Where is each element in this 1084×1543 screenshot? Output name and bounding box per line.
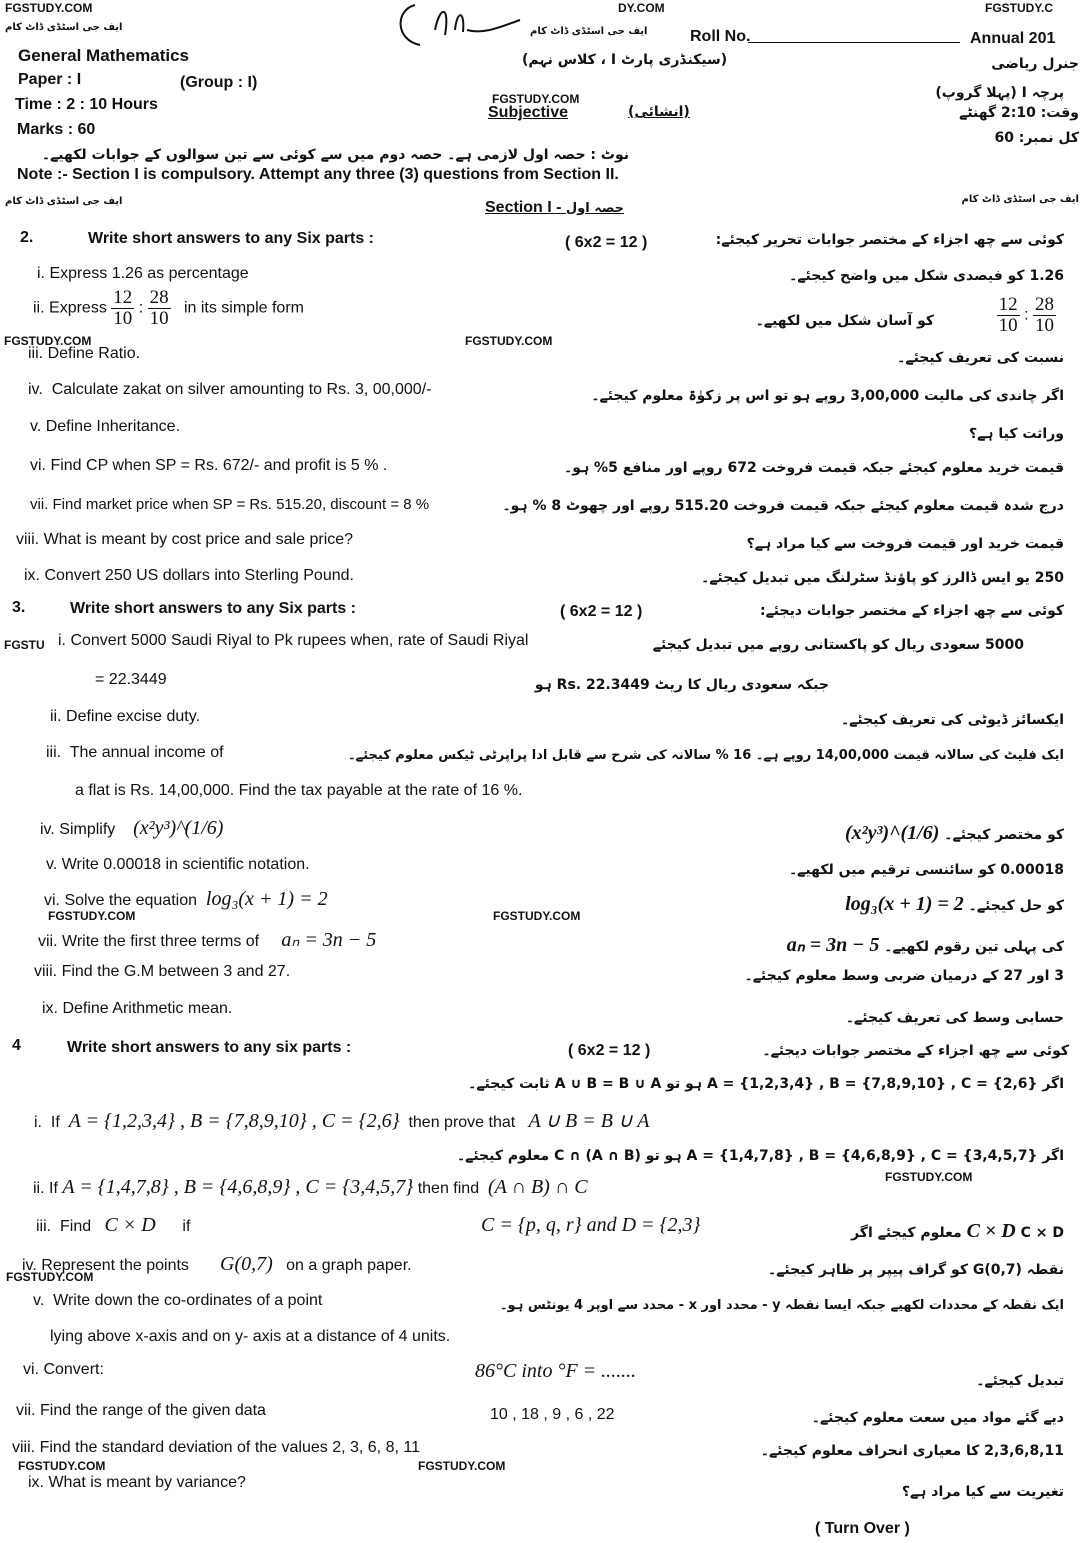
paper-type-urdu: (انشائی) xyxy=(628,104,690,120)
watermark: FGSTUDY.C xyxy=(985,1,1054,15)
part-urdu: 1.26 کو فیصدی شکل میں واضح کیجئے۔ xyxy=(789,268,1064,284)
part-text: Write the first three terms of xyxy=(62,933,260,950)
class-urdu: (سیکنڈری پارٹ I ، کلاس نہم) xyxy=(522,52,728,68)
part-text-continued: = 22.3449 xyxy=(95,671,167,688)
part-label: viii. xyxy=(12,1439,36,1456)
part-text: Write down the co-ordinates of a point xyxy=(53,1292,323,1309)
question-part xyxy=(38,927,376,952)
part-urdu: اگر A = {1,2,3,4} , B = {7,8,9,10} , C = {2,6} ہو تو A ∪ B = B ∪ A ثابت کیجئے۔ xyxy=(468,1076,1064,1092)
part-urdu: ایک نقطہ کے محددات لکھیے جبکہ ایسا نقطہ y - محدد اور x - محدد سے اوپر 4 یونٹس ہو۔ xyxy=(499,1298,1064,1313)
part-urdu: اگر A = {1,4,7,8} , B = {4,6,8,9} , C = {3,4,5,7} ہو تو (A ∩ B) ∩ C معلوم کیجئے۔ xyxy=(456,1148,1064,1164)
math-expression: C × D xyxy=(966,1220,1016,1242)
turn-over-note: ( Turn Over ) xyxy=(815,1520,910,1537)
question-part xyxy=(46,856,310,874)
note: Note :- Section I is compulsory. Attempt any three (3) questions from Section II. xyxy=(17,166,619,183)
question-part xyxy=(33,1176,588,1199)
numerator: 12 xyxy=(113,287,133,308)
question-marks: ( 6x2 = 12 ) xyxy=(568,1042,651,1059)
part-label: i. xyxy=(58,632,66,649)
marks-label: Marks : 60 xyxy=(17,121,96,138)
part-urdu: ایکسائز ڈیوٹی کی تعریف کیجئے۔ xyxy=(840,712,1064,728)
part-text: Define Ratio. xyxy=(47,345,141,362)
part-text: Define excise duty. xyxy=(66,708,201,725)
math-expression: 86°C into °F = ....... xyxy=(475,1360,637,1382)
question-title-urdu: کوئی سے چھ اجزاء کے مختصر جوابات تحریر کیجئے: xyxy=(715,232,1064,248)
question-marks: ( 6x2 = 12 ) xyxy=(565,234,648,251)
math-expression: A ∪ B = B ∪ A xyxy=(528,1110,650,1132)
part-text-continued: a flat is Rs. 14,00,000. Find the tax payable at the rate of 16 %. xyxy=(75,782,523,799)
question-part xyxy=(46,744,224,762)
question-title: Write short answers to any six parts : xyxy=(67,1039,352,1056)
fraction-pair: $\frac{12}{10}$ : $\frac{28}{10}$ xyxy=(998,294,1054,336)
signature-stamp xyxy=(395,0,525,50)
part-label: vi. xyxy=(30,457,46,474)
denominator: 10 xyxy=(113,308,133,329)
question-part xyxy=(24,567,354,585)
part-text: Convert: xyxy=(43,1361,104,1378)
question-part xyxy=(23,1361,104,1379)
question-part xyxy=(33,1292,322,1310)
part-label: vi. xyxy=(44,892,60,909)
part-text: then prove that xyxy=(408,1114,516,1131)
part-text: The annual income of xyxy=(69,744,224,761)
part-label: v. xyxy=(46,856,58,873)
part-urdu: 250 یو ایس ڈالرز کو پاؤنڈ سٹرلنگ میں تبدیل کیجئے۔ xyxy=(701,570,1064,586)
part-urdu xyxy=(851,1220,1064,1243)
group-label: (Group : I) xyxy=(180,74,258,91)
part-urdu: تبدیل کیجئے۔ xyxy=(976,1373,1064,1389)
part-text: Solve the equation xyxy=(64,892,197,909)
part-label: ii. xyxy=(50,708,62,725)
part-label: v. xyxy=(30,418,42,435)
part-text: What is meant by variance? xyxy=(48,1474,246,1491)
part-urdu xyxy=(845,822,1064,845)
question-part xyxy=(28,381,431,399)
part-text: Calculate zakat on silver amounting to Rs. 3, 00,000/- xyxy=(51,381,432,398)
part-urdu: اگر چاندی کی مالیت 3,00,000 روپے ہو تو اس پر زکوٰۃ معلوم کیجئے۔ xyxy=(591,388,1064,404)
question-part xyxy=(58,632,528,650)
part-text: if xyxy=(182,1218,191,1235)
section-label: Section I - xyxy=(485,199,566,216)
fraction xyxy=(148,288,171,329)
part-text: Express xyxy=(49,299,107,317)
part-text: in its simple form xyxy=(183,299,304,317)
part-text: If xyxy=(49,1180,58,1197)
watermark: DY.COM xyxy=(618,1,665,15)
watermark: FGSTUDY.COM xyxy=(465,334,553,348)
fraction xyxy=(997,295,1020,336)
part-label: viii. xyxy=(34,963,58,980)
part-text: then find xyxy=(417,1180,480,1197)
part-text: If xyxy=(50,1114,60,1131)
denominator: 10 xyxy=(1035,315,1054,336)
part-urdu: قیمت خرید اور قیمت فروخت سے کیا مراد ہے؟ xyxy=(746,536,1064,552)
question-part xyxy=(40,817,223,840)
part-urdu xyxy=(845,893,1064,916)
watermark: FGSTUDY.COM xyxy=(492,92,580,106)
paper-urdu: پرچہ I (پہلا گروپ) xyxy=(935,85,1064,101)
part-label: viii. xyxy=(16,531,40,548)
question-title: Write short answers to any Six parts : xyxy=(70,600,357,617)
part-urdu: حسابی وسط کی تعریف کیجئے۔ xyxy=(845,1010,1064,1026)
question-number: 2. xyxy=(20,229,34,246)
part-label: iii. xyxy=(28,345,44,362)
part-text: Represent the points xyxy=(41,1257,189,1274)
subject-title: General Mathematics xyxy=(18,46,190,65)
numerator: 28 xyxy=(149,287,169,308)
math-expression: C × D xyxy=(104,1214,156,1236)
part-urdu: تغیریت سے کیا مراد ہے؟ xyxy=(901,1484,1064,1500)
part-label: v. xyxy=(33,1292,45,1309)
question-part xyxy=(16,1402,266,1420)
watermark: FGSTUDY.COM xyxy=(493,909,581,923)
exam-session: Annual 201 xyxy=(970,30,1056,47)
part-text: Convert 250 US dollars into Sterling Pound. xyxy=(44,567,354,584)
question-number: 4 xyxy=(12,1037,21,1054)
fraction xyxy=(1033,295,1056,336)
question-part xyxy=(28,1474,246,1492)
part-label: vi. xyxy=(23,1361,39,1378)
section-heading xyxy=(485,199,624,217)
question-part xyxy=(34,963,290,981)
part-urdu: نقطہ G(0,7) کو گراف پیپر پر ظاہر کیجئے۔ xyxy=(767,1262,1064,1278)
part-urdu-text: کی پہلی تین رقوم لکھیے۔ xyxy=(884,939,1064,955)
part-label: iv. xyxy=(28,381,43,398)
part-text: Find CP when SP = Rs. 672/- and profit is 5 % . xyxy=(50,457,388,474)
part-label: iv. xyxy=(40,821,55,838)
question-part xyxy=(16,531,353,549)
section-label-urdu: حصہ اول xyxy=(565,201,625,216)
math-expression: aₙ = 3n − 5 xyxy=(281,929,377,951)
question-part xyxy=(42,1000,232,1018)
part-urdu: دیے گئے مواد میں سعت معلوم کیجئے۔ xyxy=(811,1410,1064,1426)
part-urdu: وراثت کیا ہے؟ xyxy=(968,426,1064,442)
part-urdu: جبکہ سعودی ریال کا ریٹ Rs. 22.3449 ہو xyxy=(534,677,829,693)
question-part xyxy=(44,888,328,911)
part-urdu: 5000 سعودی ریال کو پاکستانی روپے میں تبدیل کیجئے xyxy=(652,637,1024,653)
denominator: 10 xyxy=(149,308,169,329)
part-urdu: نسبت کی تعریف کیجئے۔ xyxy=(897,350,1064,366)
time-label: Time : 2 : 10 Hours xyxy=(15,96,158,113)
part-text: Write 0.00018 in scientific notation. xyxy=(61,856,310,873)
numerator: 28 xyxy=(1035,294,1054,315)
question-number: 3. xyxy=(12,599,26,616)
part-label: vii. xyxy=(38,933,58,950)
watermark: FGSTUDY.COM xyxy=(885,1170,973,1184)
math-expression: A = {1,4,7,8} , B = {4,6,8,9} , C = {3,4,5,7} xyxy=(62,1176,414,1198)
question-part xyxy=(36,1214,701,1237)
watermark: FGSTUDY.COM xyxy=(18,1459,106,1473)
part-text: Find market price when SP = Rs. 515.20, discount = 8 % xyxy=(52,496,430,513)
paper-type: Subjective xyxy=(488,104,569,121)
part-text: Find xyxy=(60,1218,92,1235)
part-text: on a graph paper. xyxy=(286,1257,412,1274)
marks-urdu: کل نمبر: 60 xyxy=(994,130,1079,146)
watermark: FGSTUDY.COM xyxy=(5,1,93,15)
part-text: Convert 5000 Saudi Riyal to Pk rupees when, rate of Saudi Riyal xyxy=(70,632,529,649)
math-expression: (x²y³)^(1/6) xyxy=(844,822,940,844)
roll-no-label: Roll No. xyxy=(690,28,751,45)
question-part xyxy=(30,457,387,475)
note-urdu: نوٹ : حصہ اول لازمی ہے۔ حصہ دوم میں سے کوئی سے تین سوالوں کے جوابات لکھیے۔ xyxy=(41,147,629,163)
watermark: FGSTUDY.COM xyxy=(48,909,136,923)
math-expression: aₙ = 3n − 5 xyxy=(786,934,880,956)
part-label: ii. xyxy=(33,1180,45,1197)
part-text-continued: lying above x-axis and on y- axis at a distance of 4 units. xyxy=(50,1328,451,1345)
question-title: Write short answers to any Six parts : xyxy=(88,230,375,247)
question-part: ii. Express $\frac{12}{10}$ : $\frac{28}{10}$ in its simple form xyxy=(33,287,304,329)
question-title-urdu: کوئی سے چھ اجزاء کے مختصر جوابات دیجئے: xyxy=(759,603,1064,619)
question-marks: ( 6x2 = 12 ) xyxy=(560,603,643,620)
part-text: What is meant by cost price and sale price? xyxy=(43,531,354,548)
part-label: i. xyxy=(37,265,45,282)
part-text: Find the range of the given data xyxy=(40,1402,266,1419)
watermark-urdu: ایف جی اسٹڈی ڈاٹ کام xyxy=(5,196,123,207)
watermark-urdu: ایف جی اسٹڈی ڈاٹ کام xyxy=(5,22,123,33)
question-part xyxy=(37,265,249,283)
part-urdu: ایک فلیٹ کی سالانہ قیمت 14,00,000 روپے ہے۔ 16 % سالانہ کی شرح سے قابل ادا پراپرٹی ٹیکس معلوم کیجئے۔ xyxy=(348,748,1064,763)
part-urdu: قیمت خرید معلوم کیجئے جبکہ قیمت فروخت 672 روپے اور منافع 5% ہو۔ xyxy=(564,460,1064,476)
part-urdu-text: C × D معلوم کیجئے اگر xyxy=(851,1225,1064,1241)
question-part xyxy=(50,708,200,726)
part-text: Find the G.M between 3 and 27. xyxy=(61,963,291,980)
part-urdu: 3 اور 27 کے درمیان ضربی وسط معلوم کیجئے۔ xyxy=(744,968,1064,984)
part-label: ix. xyxy=(42,1000,58,1017)
part-label: iii. xyxy=(46,744,62,761)
part-urdu: درج شدہ قیمت معلوم کیجئے جبکہ قیمت فروخت 515.20 روپے اور چھوٹ 8 % ہو۔ xyxy=(502,498,1064,514)
watermark-urdu: ایف جی اسٹڈی ڈاٹ کام xyxy=(530,26,648,37)
question-part xyxy=(34,1108,649,1133)
watermark-urdu: ایف جی اسٹڈی ڈاٹ کام xyxy=(961,194,1079,205)
part-urdu-text: کو حل کیجئے۔ xyxy=(968,898,1064,914)
part-label: ix. xyxy=(28,1474,44,1491)
part-text: Express 1.26 as percentage xyxy=(49,265,249,282)
part-urdu xyxy=(787,932,1064,957)
part-urdu: 2,3,6,8,11 کا معیاری انحراف معلوم کیجئے۔ xyxy=(760,1443,1064,1459)
part-label: vii. xyxy=(30,496,49,513)
math-expression: log₃(x + 1) = 2 xyxy=(205,888,328,910)
subject-urdu: جنرل ریاضی xyxy=(991,56,1079,72)
watermark: FGSTUDY.COM xyxy=(6,1270,94,1284)
math-expression: (x²y³)^(1/6) xyxy=(133,817,224,839)
math-expression: (A ∩ B) ∩ C xyxy=(487,1176,588,1198)
denominator: 10 xyxy=(998,315,1018,336)
watermark: FGSTUDY.COM xyxy=(418,1459,506,1473)
time-urdu: وقت: 2:10 گھنٹے xyxy=(959,105,1079,121)
watermark: FGSTU xyxy=(4,638,45,652)
math-expression: G(0,7) xyxy=(220,1253,273,1275)
paper-label: Paper : I xyxy=(18,71,82,88)
question-part xyxy=(12,1439,420,1457)
math-expression: C = {p, q, r} and D = {2,3} xyxy=(481,1214,701,1236)
part-label: ii. xyxy=(33,299,45,317)
part-label: ix. xyxy=(24,567,40,584)
part-text: Find the standard deviation of the values 2, 3, 6, 8, 11 xyxy=(39,1439,420,1456)
question-part xyxy=(28,345,140,363)
question-part xyxy=(30,418,180,436)
math-expression: log₃(x + 1) = 2 xyxy=(845,893,964,915)
data-values: 10 , 18 , 9 , 6 , 22 xyxy=(490,1406,615,1423)
question-part xyxy=(30,496,429,513)
part-text: Define Arithmetic mean. xyxy=(62,1000,233,1017)
fraction xyxy=(111,288,134,329)
part-text: Define Inheritance. xyxy=(45,418,181,435)
part-label: iii. xyxy=(36,1218,52,1235)
roll-no-field xyxy=(748,42,960,43)
part-label: vii. xyxy=(16,1402,36,1419)
part-urdu-text: کو مختصر کیجئے۔ xyxy=(944,827,1064,843)
question-title-urdu: کوئی سے چھ اجزاء کے مختصر جوابات دیجئے۔ xyxy=(762,1043,1069,1059)
math-expression: A = {1,2,3,4} , B = {7,8,9,10} , C = {2,6} xyxy=(68,1110,400,1132)
part-text: Simplify xyxy=(59,821,116,838)
numerator: 12 xyxy=(998,294,1018,315)
part-urdu: 0.00018 کو سائنسی ترقیم میں لکھیے۔ xyxy=(788,862,1064,878)
watermark: FGSTUDY.COM xyxy=(4,334,92,348)
part-label: i. xyxy=(34,1114,42,1131)
part-urdu: کو آسان شکل میں لکھیے۔ xyxy=(755,313,934,329)
part-label: iv. xyxy=(22,1257,37,1274)
